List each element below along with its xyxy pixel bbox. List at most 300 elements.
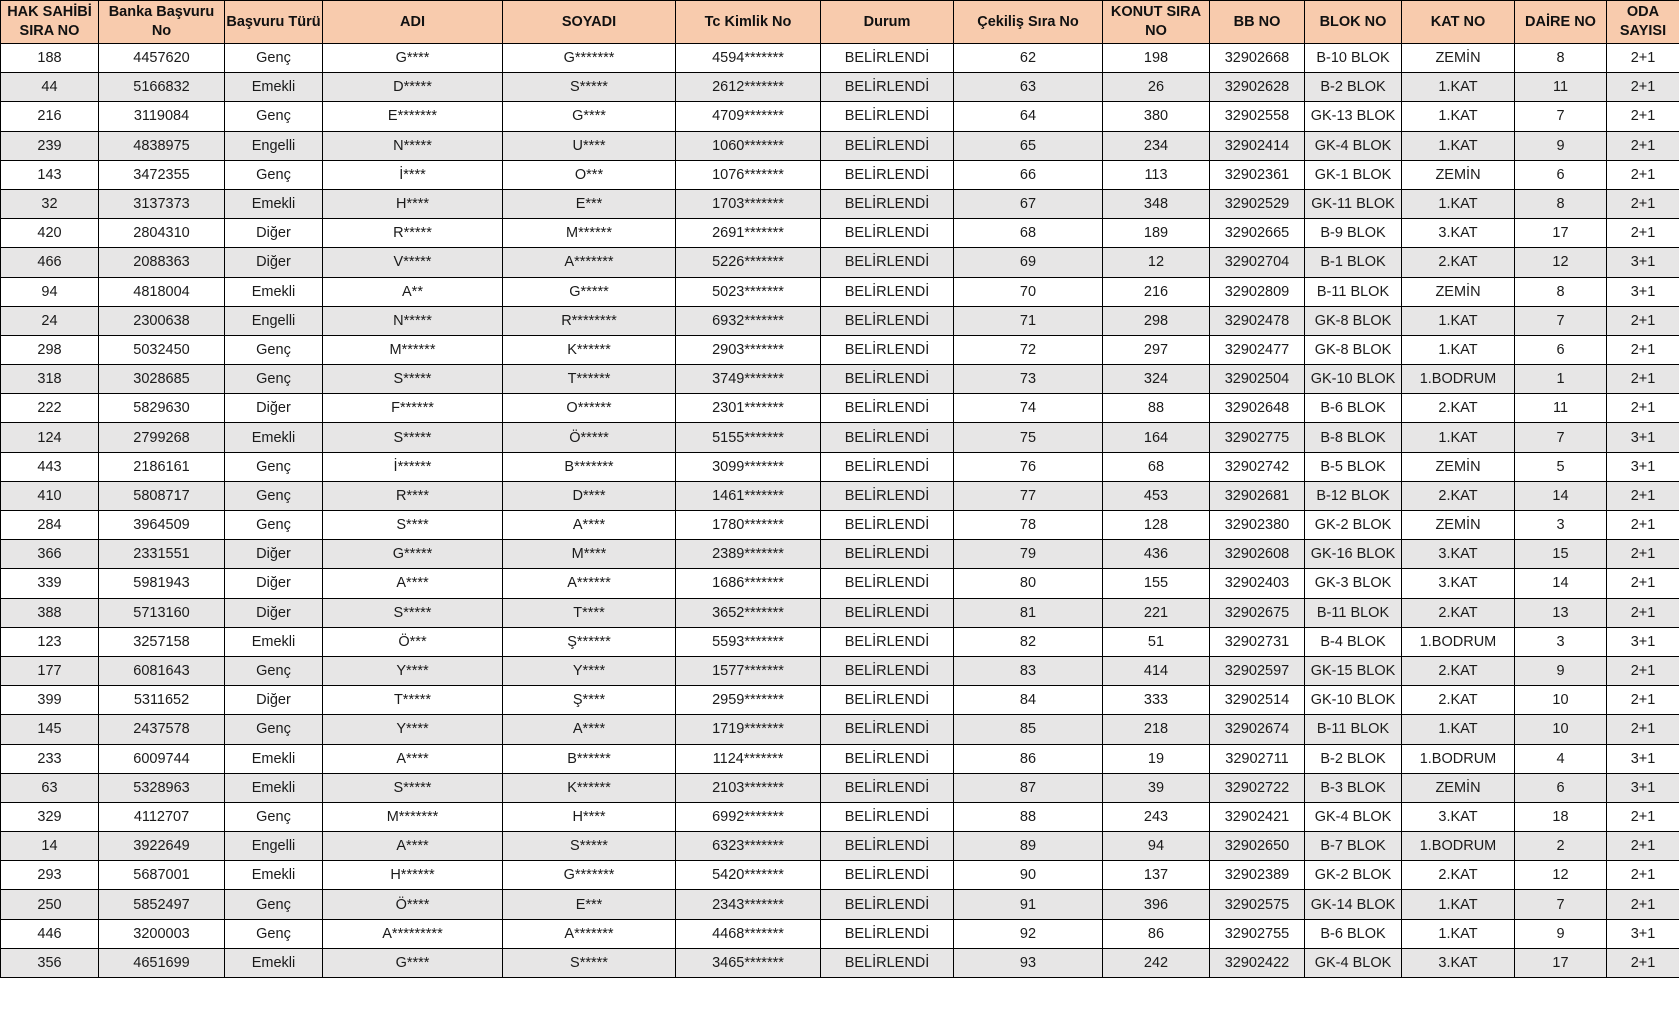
cell-konut-sira-no: 189 xyxy=(1103,219,1210,248)
cell-cekilis-sira-no: 62 xyxy=(954,44,1103,73)
cell-oda-sayisi: 2+1 xyxy=(1607,569,1679,598)
table-row xyxy=(1,540,1679,569)
cell-konut-sira-no: 242 xyxy=(1103,948,1210,977)
cell-soyadi: O****** xyxy=(503,394,676,423)
cell-bb-no: 32902504 xyxy=(1210,365,1305,394)
cell-kat-no: 3.KAT xyxy=(1402,540,1515,569)
cell-basvuru-turu: Engelli xyxy=(225,832,323,861)
cell-kat-no: 2.KAT xyxy=(1402,248,1515,277)
cell-daire-no: 15 xyxy=(1515,540,1607,569)
cell-daire-no: 9 xyxy=(1515,656,1607,685)
cell-adi: E******* xyxy=(323,102,503,131)
cell-bb-no: 32902674 xyxy=(1210,715,1305,744)
cell-durum: BELİRLENDİ xyxy=(821,452,954,481)
cell-durum: BELİRLENDİ xyxy=(821,394,954,423)
table-row xyxy=(1,861,1679,890)
cell-adi: S***** xyxy=(323,365,503,394)
cell-basvuru-turu: Genç xyxy=(225,365,323,394)
cell-konut-sira-no: 324 xyxy=(1103,365,1210,394)
column-header-cekilis-sira-no: Çekiliş Sıra No xyxy=(954,1,1103,44)
cell-soyadi: A******* xyxy=(503,919,676,948)
cell-soyadi: E*** xyxy=(503,890,676,919)
cell-durum: BELİRLENDİ xyxy=(821,423,954,452)
cell-adi: D***** xyxy=(323,73,503,102)
cell-durum: BELİRLENDİ xyxy=(821,365,954,394)
cell-adi: H**** xyxy=(323,189,503,218)
cell-adi: M******* xyxy=(323,802,503,831)
cell-durum: BELİRLENDİ xyxy=(821,715,954,744)
cell-kat-no: 3.KAT xyxy=(1402,569,1515,598)
cell-durum: BELİRLENDİ xyxy=(821,802,954,831)
cell-durum: BELİRLENDİ xyxy=(821,627,954,656)
cell-basvuru-turu: Genç xyxy=(225,452,323,481)
cell-basvuru-turu: Genç xyxy=(225,802,323,831)
cell-oda-sayisi: 3+1 xyxy=(1607,277,1679,306)
cell-konut-sira-no: 453 xyxy=(1103,481,1210,510)
cell-cekilis-sira-no: 93 xyxy=(954,948,1103,977)
cell-durum: BELİRLENDİ xyxy=(821,656,954,685)
cell-banka-basvuru-no: 5808717 xyxy=(99,481,225,510)
cell-basvuru-turu: Diğer xyxy=(225,394,323,423)
cell-hak-sahibi-sira-no: 293 xyxy=(1,861,99,890)
cell-blok-no: B-11 BLOK xyxy=(1305,277,1402,306)
cell-soyadi: Ş****** xyxy=(503,627,676,656)
cell-cekilis-sira-no: 65 xyxy=(954,131,1103,160)
cell-oda-sayisi: 2+1 xyxy=(1607,481,1679,510)
cell-bb-no: 32902668 xyxy=(1210,44,1305,73)
table-row xyxy=(1,306,1679,335)
cell-durum: BELİRLENDİ xyxy=(821,598,954,627)
cell-konut-sira-no: 380 xyxy=(1103,102,1210,131)
cell-kat-no: 1.KAT xyxy=(1402,131,1515,160)
cell-durum: BELİRLENDİ xyxy=(821,861,954,890)
cell-adi: S**** xyxy=(323,511,503,540)
cell-banka-basvuru-no: 2186161 xyxy=(99,452,225,481)
cell-banka-basvuru-no: 2804310 xyxy=(99,219,225,248)
cell-tc-kimlik-no: 2612******* xyxy=(676,73,821,102)
cell-konut-sira-no: 51 xyxy=(1103,627,1210,656)
cell-cekilis-sira-no: 80 xyxy=(954,569,1103,598)
cell-hak-sahibi-sira-no: 250 xyxy=(1,890,99,919)
cell-basvuru-turu: Emekli xyxy=(225,189,323,218)
cell-konut-sira-no: 198 xyxy=(1103,44,1210,73)
cell-adi: F****** xyxy=(323,394,503,423)
cell-basvuru-turu: Emekli xyxy=(225,73,323,102)
cell-kat-no: 2.KAT xyxy=(1402,686,1515,715)
cell-banka-basvuru-no: 4818004 xyxy=(99,277,225,306)
cell-basvuru-turu: Genç xyxy=(225,656,323,685)
cell-blok-no: GK-11 BLOK xyxy=(1305,189,1402,218)
cell-basvuru-turu: Emekli xyxy=(225,948,323,977)
cell-cekilis-sira-no: 84 xyxy=(954,686,1103,715)
table-row xyxy=(1,569,1679,598)
table-row xyxy=(1,656,1679,685)
cell-blok-no: B-2 BLOK xyxy=(1305,73,1402,102)
cell-cekilis-sira-no: 90 xyxy=(954,861,1103,890)
cell-bb-no: 32902608 xyxy=(1210,540,1305,569)
table-row xyxy=(1,715,1679,744)
cell-blok-no: GK-2 BLOK xyxy=(1305,511,1402,540)
cell-oda-sayisi: 2+1 xyxy=(1607,306,1679,335)
cell-banka-basvuru-no: 5829630 xyxy=(99,394,225,423)
cell-konut-sira-no: 12 xyxy=(1103,248,1210,277)
cell-kat-no: 2.KAT xyxy=(1402,394,1515,423)
cell-adi: G**** xyxy=(323,948,503,977)
cell-cekilis-sira-no: 75 xyxy=(954,423,1103,452)
cell-kat-no: 1.KAT xyxy=(1402,73,1515,102)
cell-konut-sira-no: 436 xyxy=(1103,540,1210,569)
cell-tc-kimlik-no: 2301******* xyxy=(676,394,821,423)
cell-blok-no: B-7 BLOK xyxy=(1305,832,1402,861)
cell-daire-no: 7 xyxy=(1515,890,1607,919)
cell-kat-no: 2.KAT xyxy=(1402,656,1515,685)
cell-durum: BELİRLENDİ xyxy=(821,919,954,948)
cell-cekilis-sira-no: 87 xyxy=(954,773,1103,802)
column-header-adi: ADI xyxy=(323,1,503,44)
cell-kat-no: 2.KAT xyxy=(1402,598,1515,627)
cell-hak-sahibi-sira-no: 318 xyxy=(1,365,99,394)
column-header-hak-sahibi-sira-no: HAK SAHİBİ SIRA NO xyxy=(1,1,99,44)
cell-blok-no: GK-8 BLOK xyxy=(1305,306,1402,335)
cell-bb-no: 32902421 xyxy=(1210,802,1305,831)
cell-kat-no: 1.KAT xyxy=(1402,102,1515,131)
cell-basvuru-turu: Engelli xyxy=(225,131,323,160)
cell-daire-no: 9 xyxy=(1515,919,1607,948)
cell-hak-sahibi-sira-no: 239 xyxy=(1,131,99,160)
cell-oda-sayisi: 2+1 xyxy=(1607,948,1679,977)
cell-daire-no: 17 xyxy=(1515,219,1607,248)
cell-konut-sira-no: 234 xyxy=(1103,131,1210,160)
cell-oda-sayisi: 2+1 xyxy=(1607,102,1679,131)
cell-cekilis-sira-no: 70 xyxy=(954,277,1103,306)
cell-oda-sayisi: 2+1 xyxy=(1607,394,1679,423)
cell-tc-kimlik-no: 5155******* xyxy=(676,423,821,452)
cell-daire-no: 5 xyxy=(1515,452,1607,481)
cell-adi: G***** xyxy=(323,540,503,569)
cell-blok-no: GK-16 BLOK xyxy=(1305,540,1402,569)
cell-bb-no: 32902361 xyxy=(1210,160,1305,189)
cell-kat-no: 1.KAT xyxy=(1402,335,1515,364)
cell-durum: BELİRLENDİ xyxy=(821,277,954,306)
cell-banka-basvuru-no: 3472355 xyxy=(99,160,225,189)
cell-banka-basvuru-no: 2437578 xyxy=(99,715,225,744)
cell-kat-no: 3.KAT xyxy=(1402,802,1515,831)
cell-cekilis-sira-no: 74 xyxy=(954,394,1103,423)
cell-basvuru-turu: Emekli xyxy=(225,277,323,306)
cell-blok-no: GK-4 BLOK xyxy=(1305,131,1402,160)
cell-soyadi: R******** xyxy=(503,306,676,335)
cell-bb-no: 32902477 xyxy=(1210,335,1305,364)
cell-adi: H****** xyxy=(323,861,503,890)
cell-adi: A**** xyxy=(323,569,503,598)
cell-adi: Y**** xyxy=(323,656,503,685)
cell-hak-sahibi-sira-no: 177 xyxy=(1,656,99,685)
table-row xyxy=(1,452,1679,481)
cell-bb-no: 32902681 xyxy=(1210,481,1305,510)
cell-daire-no: 10 xyxy=(1515,715,1607,744)
cell-banka-basvuru-no: 3200003 xyxy=(99,919,225,948)
table-row xyxy=(1,248,1679,277)
cell-soyadi: Ş**** xyxy=(503,686,676,715)
cell-soyadi: G******* xyxy=(503,44,676,73)
cell-oda-sayisi: 3+1 xyxy=(1607,919,1679,948)
cell-tc-kimlik-no: 6323******* xyxy=(676,832,821,861)
cell-kat-no: ZEMİN xyxy=(1402,773,1515,802)
cell-konut-sira-no: 298 xyxy=(1103,306,1210,335)
cell-konut-sira-no: 348 xyxy=(1103,189,1210,218)
cell-bb-no: 32902514 xyxy=(1210,686,1305,715)
cell-banka-basvuru-no: 4457620 xyxy=(99,44,225,73)
table-row xyxy=(1,481,1679,510)
cell-tc-kimlik-no: 6992******* xyxy=(676,802,821,831)
table-row xyxy=(1,802,1679,831)
cell-tc-kimlik-no: 3099******* xyxy=(676,452,821,481)
cell-cekilis-sira-no: 89 xyxy=(954,832,1103,861)
cell-kat-no: ZEMİN xyxy=(1402,511,1515,540)
cell-kat-no: 1.KAT xyxy=(1402,189,1515,218)
cell-blok-no: B-2 BLOK xyxy=(1305,744,1402,773)
cell-hak-sahibi-sira-no: 222 xyxy=(1,394,99,423)
cell-daire-no: 3 xyxy=(1515,627,1607,656)
cell-tc-kimlik-no: 6932******* xyxy=(676,306,821,335)
cell-daire-no: 12 xyxy=(1515,248,1607,277)
cell-daire-no: 7 xyxy=(1515,102,1607,131)
cell-adi: A** xyxy=(323,277,503,306)
cell-blok-no: B-3 BLOK xyxy=(1305,773,1402,802)
cell-banka-basvuru-no: 5713160 xyxy=(99,598,225,627)
cell-cekilis-sira-no: 69 xyxy=(954,248,1103,277)
table-row xyxy=(1,744,1679,773)
column-header-konut-sira-no: KONUT SIRA NO xyxy=(1103,1,1210,44)
cell-soyadi: A****** xyxy=(503,569,676,598)
cell-cekilis-sira-no: 66 xyxy=(954,160,1103,189)
cell-banka-basvuru-no: 5981943 xyxy=(99,569,225,598)
cell-tc-kimlik-no: 1780******* xyxy=(676,511,821,540)
cell-oda-sayisi: 2+1 xyxy=(1607,861,1679,890)
cell-banka-basvuru-no: 5311652 xyxy=(99,686,225,715)
cell-basvuru-turu: Diğer xyxy=(225,219,323,248)
cell-basvuru-turu: Diğer xyxy=(225,598,323,627)
cell-basvuru-turu: Genç xyxy=(225,481,323,510)
cell-soyadi: S***** xyxy=(503,948,676,977)
cell-adi: R***** xyxy=(323,219,503,248)
cell-basvuru-turu: Diğer xyxy=(225,686,323,715)
cell-oda-sayisi: 2+1 xyxy=(1607,656,1679,685)
column-header-daire-no: DAİRE NO xyxy=(1515,1,1607,44)
cell-daire-no: 14 xyxy=(1515,569,1607,598)
cell-durum: BELİRLENDİ xyxy=(821,686,954,715)
cell-soyadi: T****** xyxy=(503,365,676,394)
cell-adi: Ö**** xyxy=(323,890,503,919)
table-row xyxy=(1,890,1679,919)
cell-adi: İ**** xyxy=(323,160,503,189)
cell-konut-sira-no: 164 xyxy=(1103,423,1210,452)
cell-basvuru-turu: Emekli xyxy=(225,773,323,802)
cell-blok-no: B-11 BLOK xyxy=(1305,715,1402,744)
cell-durum: BELİRLENDİ xyxy=(821,335,954,364)
cell-hak-sahibi-sira-no: 24 xyxy=(1,306,99,335)
cell-blok-no: B-6 BLOK xyxy=(1305,394,1402,423)
cell-cekilis-sira-no: 91 xyxy=(954,890,1103,919)
cell-konut-sira-no: 414 xyxy=(1103,656,1210,685)
cell-banka-basvuru-no: 5166832 xyxy=(99,73,225,102)
cell-basvuru-turu: Diğer xyxy=(225,569,323,598)
cell-adi: N***** xyxy=(323,306,503,335)
cell-tc-kimlik-no: 5420******* xyxy=(676,861,821,890)
cell-kat-no: 1.KAT xyxy=(1402,890,1515,919)
cell-bb-no: 32902558 xyxy=(1210,102,1305,131)
cell-oda-sayisi: 2+1 xyxy=(1607,44,1679,73)
cell-cekilis-sira-no: 67 xyxy=(954,189,1103,218)
cell-tc-kimlik-no: 1719******* xyxy=(676,715,821,744)
cell-durum: BELİRLENDİ xyxy=(821,481,954,510)
column-header-basvuru-turu: Başvuru Türü xyxy=(225,1,323,44)
cell-adi: M****** xyxy=(323,335,503,364)
cell-banka-basvuru-no: 2331551 xyxy=(99,540,225,569)
cell-hak-sahibi-sira-no: 284 xyxy=(1,511,99,540)
cell-hak-sahibi-sira-no: 145 xyxy=(1,715,99,744)
cell-banka-basvuru-no: 2300638 xyxy=(99,306,225,335)
cell-tc-kimlik-no: 1076******* xyxy=(676,160,821,189)
cell-durum: BELİRLENDİ xyxy=(821,511,954,540)
cell-blok-no: GK-1 BLOK xyxy=(1305,160,1402,189)
cell-blok-no: B-9 BLOK xyxy=(1305,219,1402,248)
cell-oda-sayisi: 3+1 xyxy=(1607,773,1679,802)
cell-hak-sahibi-sira-no: 466 xyxy=(1,248,99,277)
cell-kat-no: 3.KAT xyxy=(1402,219,1515,248)
cell-tc-kimlik-no: 2959******* xyxy=(676,686,821,715)
cell-blok-no: B-4 BLOK xyxy=(1305,627,1402,656)
cell-kat-no: ZEMİN xyxy=(1402,452,1515,481)
cell-hak-sahibi-sira-no: 32 xyxy=(1,189,99,218)
cell-adi: Ö*** xyxy=(323,627,503,656)
cell-kat-no: 1.BODRUM xyxy=(1402,627,1515,656)
cell-oda-sayisi: 2+1 xyxy=(1607,715,1679,744)
cell-hak-sahibi-sira-no: 443 xyxy=(1,452,99,481)
cell-tc-kimlik-no: 3652******* xyxy=(676,598,821,627)
cell-tc-kimlik-no: 1703******* xyxy=(676,189,821,218)
cell-blok-no: GK-2 BLOK xyxy=(1305,861,1402,890)
cell-konut-sira-no: 216 xyxy=(1103,277,1210,306)
cell-blok-no: B-8 BLOK xyxy=(1305,423,1402,452)
table-row xyxy=(1,423,1679,452)
cell-banka-basvuru-no: 5328963 xyxy=(99,773,225,802)
table-row xyxy=(1,73,1679,102)
cell-banka-basvuru-no: 5687001 xyxy=(99,861,225,890)
cell-soyadi: M****** xyxy=(503,219,676,248)
cell-soyadi: S***** xyxy=(503,73,676,102)
cell-hak-sahibi-sira-no: 124 xyxy=(1,423,99,452)
cell-basvuru-turu: Diğer xyxy=(225,248,323,277)
cell-bb-no: 32902742 xyxy=(1210,452,1305,481)
cell-adi: A********* xyxy=(323,919,503,948)
cell-bb-no: 32902389 xyxy=(1210,861,1305,890)
cell-cekilis-sira-no: 82 xyxy=(954,627,1103,656)
cell-durum: BELİRLENDİ xyxy=(821,948,954,977)
cell-blok-no: GK-3 BLOK xyxy=(1305,569,1402,598)
cell-tc-kimlik-no: 2343******* xyxy=(676,890,821,919)
cell-oda-sayisi: 2+1 xyxy=(1607,511,1679,540)
cell-soyadi: B******* xyxy=(503,452,676,481)
cell-daire-no: 8 xyxy=(1515,277,1607,306)
cell-bb-no: 32902809 xyxy=(1210,277,1305,306)
cell-basvuru-turu: Genç xyxy=(225,511,323,540)
cell-durum: BELİRLENDİ xyxy=(821,131,954,160)
cell-soyadi: S***** xyxy=(503,832,676,861)
cell-cekilis-sira-no: 77 xyxy=(954,481,1103,510)
table-row xyxy=(1,686,1679,715)
cell-konut-sira-no: 26 xyxy=(1103,73,1210,102)
cell-konut-sira-no: 68 xyxy=(1103,452,1210,481)
table-row xyxy=(1,598,1679,627)
cell-cekilis-sira-no: 79 xyxy=(954,540,1103,569)
cell-bb-no: 32902422 xyxy=(1210,948,1305,977)
cell-soyadi: T**** xyxy=(503,598,676,627)
cell-oda-sayisi: 3+1 xyxy=(1607,423,1679,452)
cell-durum: BELİRLENDİ xyxy=(821,73,954,102)
cell-cekilis-sira-no: 88 xyxy=(954,802,1103,831)
cell-bb-no: 32902755 xyxy=(1210,919,1305,948)
cell-daire-no: 2 xyxy=(1515,832,1607,861)
table-row xyxy=(1,919,1679,948)
cell-blok-no: GK-13 BLOK xyxy=(1305,102,1402,131)
cell-cekilis-sira-no: 64 xyxy=(954,102,1103,131)
cell-tc-kimlik-no: 2903******* xyxy=(676,335,821,364)
cell-adi: S***** xyxy=(323,773,503,802)
cell-oda-sayisi: 2+1 xyxy=(1607,365,1679,394)
cell-cekilis-sira-no: 68 xyxy=(954,219,1103,248)
cell-banka-basvuru-no: 2088363 xyxy=(99,248,225,277)
cell-konut-sira-no: 137 xyxy=(1103,861,1210,890)
cell-soyadi: D**** xyxy=(503,481,676,510)
cell-daire-no: 11 xyxy=(1515,73,1607,102)
cell-basvuru-turu: Emekli xyxy=(225,861,323,890)
cell-tc-kimlik-no: 3465******* xyxy=(676,948,821,977)
cell-banka-basvuru-no: 5032450 xyxy=(99,335,225,364)
cell-soyadi: Y**** xyxy=(503,656,676,685)
cell-kat-no: 2.KAT xyxy=(1402,861,1515,890)
cell-hak-sahibi-sira-no: 188 xyxy=(1,44,99,73)
table-row xyxy=(1,948,1679,977)
cell-bb-no: 32902478 xyxy=(1210,306,1305,335)
cell-adi: A**** xyxy=(323,832,503,861)
cell-bb-no: 32902628 xyxy=(1210,73,1305,102)
cell-daire-no: 11 xyxy=(1515,394,1607,423)
cell-daire-no: 8 xyxy=(1515,44,1607,73)
cell-hak-sahibi-sira-no: 420 xyxy=(1,219,99,248)
cell-konut-sira-no: 155 xyxy=(1103,569,1210,598)
cell-soyadi: A**** xyxy=(503,511,676,540)
cell-soyadi: H**** xyxy=(503,802,676,831)
cell-bb-no: 32902414 xyxy=(1210,131,1305,160)
cell-oda-sayisi: 2+1 xyxy=(1607,890,1679,919)
cell-daire-no: 6 xyxy=(1515,773,1607,802)
cell-bb-no: 32902711 xyxy=(1210,744,1305,773)
cell-hak-sahibi-sira-no: 94 xyxy=(1,277,99,306)
column-header-blok-no: BLOK NO xyxy=(1305,1,1402,44)
cell-kat-no: ZEMİN xyxy=(1402,44,1515,73)
cell-daire-no: 3 xyxy=(1515,511,1607,540)
cell-oda-sayisi: 2+1 xyxy=(1607,598,1679,627)
cell-oda-sayisi: 3+1 xyxy=(1607,452,1679,481)
cell-daire-no: 12 xyxy=(1515,861,1607,890)
cell-soyadi: G***** xyxy=(503,277,676,306)
cell-kat-no: 1.BODRUM xyxy=(1402,832,1515,861)
table-header xyxy=(1,1,1679,44)
cell-tc-kimlik-no: 1577******* xyxy=(676,656,821,685)
table-row xyxy=(1,627,1679,656)
cell-hak-sahibi-sira-no: 366 xyxy=(1,540,99,569)
